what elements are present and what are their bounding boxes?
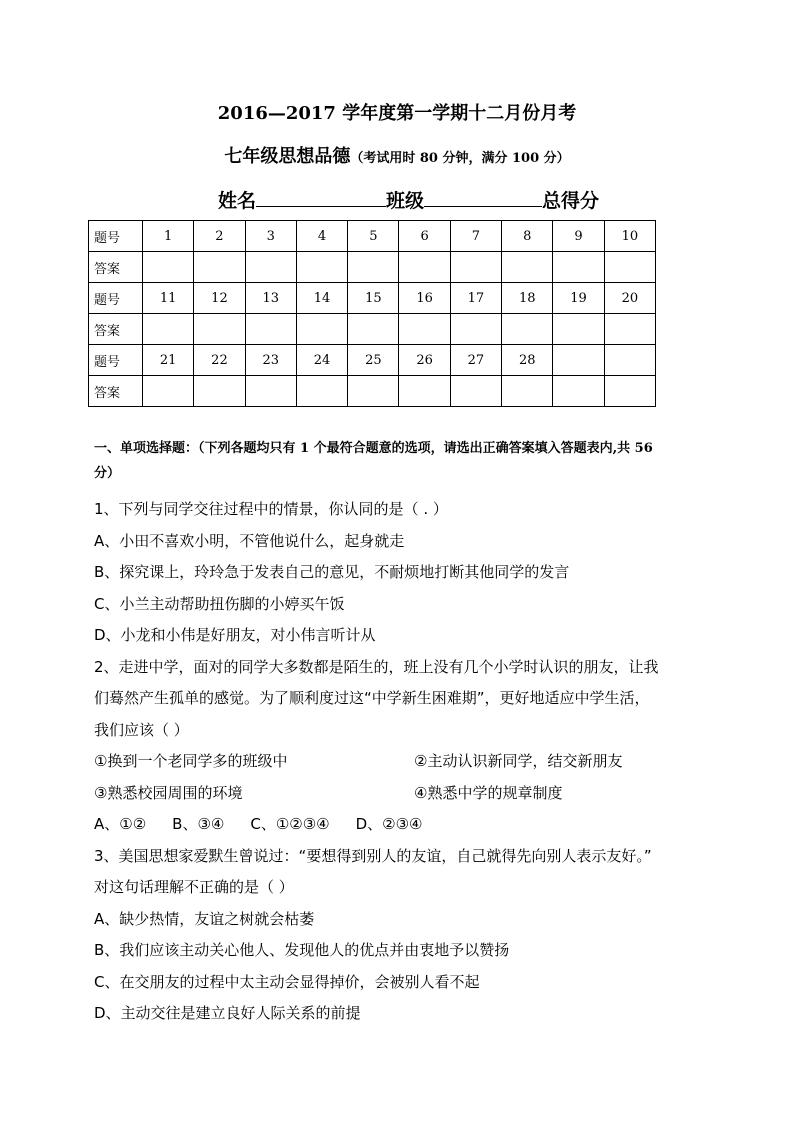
number-cell: 3 [245,221,296,252]
answer-cell[interactable] [143,376,194,407]
answer-cell[interactable] [553,252,604,283]
question-stem: 我们应该（ ） [94,720,189,739]
statement-3: ③熟悉校园周围的环境 [94,783,243,802]
table-row [89,376,656,407]
number-label-cell: 题号 [89,283,143,314]
number-cell: 12 [194,283,245,314]
answer-cell[interactable] [553,376,604,407]
option-d: D、小龙和小伟是好朋友，对小伟言听计从 [94,626,376,644]
number-cell: 27 [450,345,501,376]
statement-row [94,778,704,810]
table-row [89,314,656,345]
number-cell: 4 [296,221,347,252]
answer-cell[interactable] [553,314,604,345]
answer-cell[interactable] [604,376,655,407]
question-stem: 对这句话理解不正确的是（ ） [94,878,294,896]
number-cell [604,345,655,376]
option-b: B、我们应该主动关心他人、发现他人的优点并由衷地予以赞扬 [94,941,510,959]
answer-cell[interactable] [143,314,194,345]
number-cell: 14 [296,283,347,314]
answer-table [88,220,656,407]
question-stem: 们蓦然产生孤单的感觉。为了顺利度过这“中学新生困难期”，更好地适应中学生活， [94,689,650,707]
question-stem: 2、走进中学，面对的同学大多数都是陌生的，班上没有几个小学时认识的朋友，让我 [94,657,659,676]
exam-subtitle [0,143,794,173]
number-cell: 26 [399,345,450,376]
number-cell [553,345,604,376]
answer-cell[interactable] [502,252,553,283]
option-d: D、②③④ [355,815,423,833]
answer-cell[interactable] [194,314,245,345]
number-cell: 28 [502,345,553,376]
number-cell: 6 [399,221,450,252]
subject-label: 七年级思想品德 [224,146,351,167]
name-blank[interactable] [256,184,386,207]
answer-cell[interactable] [604,314,655,345]
number-cell: 24 [296,345,347,376]
exam-title: 2016—2017 学年度第一学期十二月份月考 [217,103,577,124]
option-a: A、小田不喜欢小明，不管他说什么，起身就走 [94,531,405,550]
answer-cell[interactable] [245,252,296,283]
exam-note: （考试用时 80 分钟，满分 100 分） [350,151,570,166]
name-label: 姓名 [218,190,257,212]
answer-cell[interactable] [296,252,347,283]
statement-4: ④熟悉中学的规章制度 [414,783,563,802]
answer-cell[interactable] [194,252,245,283]
number-cell: 21 [143,345,194,376]
number-cell: 8 [502,221,553,252]
answer-cell[interactable] [450,376,501,407]
table-row [89,345,656,376]
score-label: 总得分 [542,190,600,212]
answer-cell[interactable] [245,376,296,407]
option-c: C、小兰主动帮助扭伤脚的小婷买午饭 [94,594,345,613]
answer-cell[interactable] [450,252,501,283]
number-cell: 1 [143,221,194,252]
statement-1: ①换到一个老同学多的班级中 [94,752,288,770]
table-row [89,252,656,283]
number-cell: 10 [604,221,655,252]
number-cell: 16 [399,283,450,314]
options-row [94,809,704,841]
answer-cell[interactable] [502,314,553,345]
option-c: C、在交朋友的过程中太主动会显得掉价，会被别人看不起 [94,972,480,991]
option-b: B、③④ [172,815,225,833]
answer-cell[interactable] [348,376,399,407]
section-heading-line: 分） [94,466,121,481]
answer-cell[interactable] [296,376,347,407]
number-cell: 25 [348,345,399,376]
number-cell: 23 [245,345,296,376]
student-info-line [218,184,599,216]
answer-cell[interactable] [245,314,296,345]
option-a: A、①② [94,815,147,833]
answer-cell[interactable] [450,314,501,345]
answer-cell[interactable] [194,376,245,407]
question-stem: 3、美国思想家爱默生曾说过：“要想得到别人的友谊，自己就得先向别人表示友好。” [94,846,652,865]
number-cell: 19 [553,283,604,314]
answer-cell[interactable] [348,314,399,345]
option-b: B、探究课上，玲玲急于发表自己的意见，不耐烦地打断其他同学的发言 [94,563,570,581]
answer-label-cell: 答案 [89,314,143,345]
answer-cell[interactable] [399,376,450,407]
number-cell: 20 [604,283,655,314]
statement-2: ②主动认识新同学，结交新朋友 [414,752,623,770]
number-label-cell: 题号 [89,345,143,376]
number-cell: 13 [245,283,296,314]
number-cell: 17 [450,283,501,314]
class-label: 班级 [386,190,425,212]
answer-label-cell: 答案 [89,376,143,407]
number-label-cell: 题号 [89,221,143,252]
option-d: D、主动交往是建立良好人际关系的前提 [94,1004,361,1022]
question-block [94,494,704,1030]
number-cell: 18 [502,283,553,314]
section-heading-line: 一、单项选择题：（下列各题均只有 1 个最符合题意的选项，请选出正确答案填入答题表内,共 56 [94,441,653,456]
section-heading [94,436,704,486]
number-cell: 11 [143,283,194,314]
number-cell: 22 [194,345,245,376]
table-row [89,221,656,252]
answer-label-cell: 答案 [89,252,143,283]
number-cell: 9 [553,221,604,252]
number-cell: 5 [348,221,399,252]
answer-cell[interactable] [296,314,347,345]
class-blank[interactable] [424,184,542,207]
statement-row [94,746,704,778]
option-a: A、缺少热情，友谊之树就会枯萎 [94,909,315,928]
answer-cell[interactable] [399,252,450,283]
answer-cell[interactable] [399,314,450,345]
number-cell: 2 [194,221,245,252]
option-c: C、①②③④ [250,815,330,833]
number-cell: 7 [450,221,501,252]
answer-cell[interactable] [502,376,553,407]
answer-cell[interactable] [604,252,655,283]
table-row [89,283,656,314]
number-cell: 15 [348,283,399,314]
answer-cell[interactable] [143,252,194,283]
question-stem: 1、下列与同学交往过程中的情景，你认同的是（ . ） [94,500,448,518]
answer-cell[interactable] [348,252,399,283]
